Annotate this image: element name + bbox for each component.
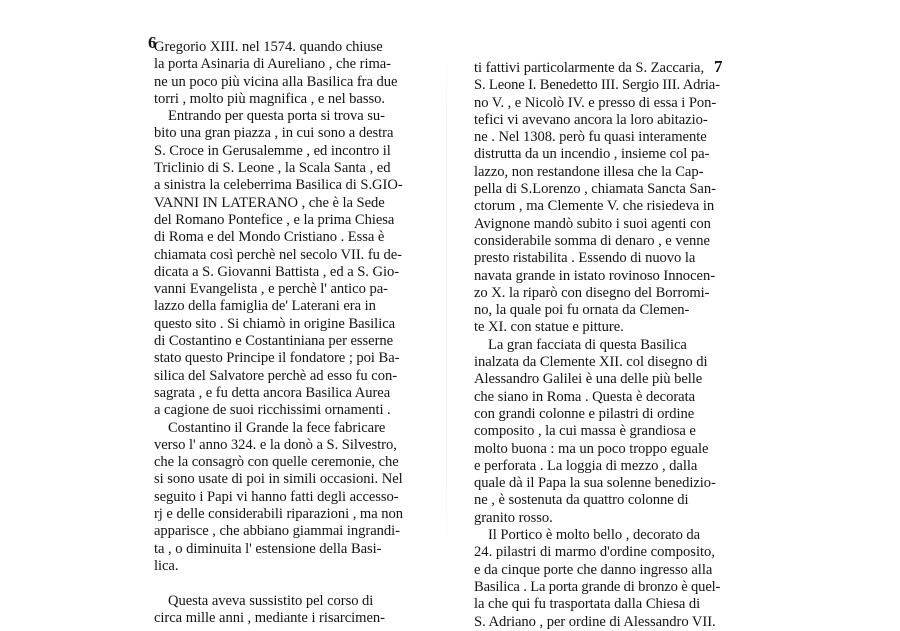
text-line: ctorum , ma Clemente V. che risiedeva in: [474, 198, 715, 215]
text-line: Basilica . La porta grande di bronzo è quel-: [474, 578, 721, 595]
text-line: considerabile somma di denaro , e venne: [474, 232, 710, 249]
book-gutter: [446, 30, 447, 570]
text-line: no V. , e Nicolò IV. e presso di essa i Pon-: [474, 94, 717, 111]
text-line: stato questo Principe il fondatore ; poi Ba-: [154, 350, 400, 367]
text-line: vanni Evangelista , e perchè l' antico pa-: [154, 281, 388, 298]
text-line: molto buona : ma un poco troppo eguale: [474, 440, 709, 457]
text-line: S. Croce in Gerusalemme , ed incontro il: [154, 142, 391, 159]
text-line: di Costantino e Costantiniana per esserne: [154, 333, 394, 350]
text-line: apparisce , che abbiano giammai ingrandi-: [154, 523, 400, 540]
text-line: silica del Salvatore perchè ad esso fu con-: [154, 367, 398, 384]
text-line: granito rosso.: [474, 509, 553, 526]
text-line: sagrata , e fu detta ancora Basilica Aurea: [154, 384, 391, 401]
text-line: distrutta da un incendio , insieme col pa-: [474, 146, 710, 163]
text-line: che la consagrò con quelle ceremonie, che: [154, 454, 399, 471]
text-line: ta , o diminuita l' estensione della Basi-: [154, 540, 382, 557]
text-line: La gran facciata di questa Basilica: [488, 336, 687, 353]
text-line: composito , la cui massa è grandiosa e: [474, 423, 696, 440]
text-line: pella di S.Lorenzo , chiamata Sancta San-: [474, 181, 716, 198]
text-line: Alessandro Galilei è una delle più belle: [474, 371, 703, 388]
text-line: lazzo della famiglia de' Laterani era in: [154, 298, 376, 315]
text-line: quale dà il Papa la sua solenne benedizio-: [474, 475, 716, 492]
text-line: questo sito . Si chiamò in origine Basilica: [154, 315, 396, 332]
text-line: e perforata . La loggia di mezzo , dalla: [474, 457, 698, 474]
text-line: VANNI IN LATERANO , che è la Sede: [154, 194, 385, 211]
text-line: seguito i Papi vi hanno fatti degli accesso-: [154, 488, 399, 505]
text-line: ne , è sostenuta da quattro colonne di: [474, 492, 689, 509]
right-page: [462, 0, 774, 630]
text-line: te XI. con statue e pitture.: [474, 319, 624, 336]
right-page-number: 7: [714, 57, 723, 76]
text-line: ne un poco più vicina alla Basilica fra due: [154, 73, 398, 90]
text-line: S. Adriano , per ordine di Alessandro VII.: [474, 613, 716, 630]
text-line: circa mille anni , mediante i risarcimen-: [154, 609, 385, 626]
text-line: chiamata così perchè nel secolo VII. fu de-: [154, 246, 402, 263]
text-line: inalzata da Clemente XII. col disegno di: [474, 354, 708, 371]
text-line: lica.: [154, 557, 179, 574]
text-line: Avignone mandò subito i suoi agenti con: [474, 215, 711, 232]
text-line: Costantino il Grande la fece fabricare: [168, 419, 386, 436]
text-line: no, la quale poi fu ornata da Clemen-: [474, 302, 690, 319]
text-line: 24. pilastri di marmo d'ordine composito,: [474, 544, 715, 561]
text-line: presto ristabilita . Essendo di nuovo la: [474, 250, 696, 267]
text-line: a cagione de suoi ricchissimi ornamenti .: [154, 402, 391, 419]
text-line: zo X. la riparò con disegno del Borromi-: [474, 284, 710, 301]
text-line: si sono usate di poi in simili occasioni. Nel: [154, 471, 403, 488]
text-line: Gregorio XIII. nel 1574. quando chiuse: [154, 39, 383, 55]
text-line: Triclinio di S. Leone , la Scala Santa , ed: [154, 160, 391, 177]
text-line: la porta Asinaria di Aureliano , che rima-: [154, 56, 391, 73]
text-line: S. Leone I. Benedetto III. Sergio III. Adria-: [474, 77, 720, 94]
text-line: di Roma e del Mondo Cristiano . Essa è: [154, 229, 385, 246]
text-line: Questa aveva sussistito pel corso di: [168, 592, 374, 609]
text-line: rj e delle considerabili riparazioni , ma non: [154, 506, 403, 523]
text-line: bito una gran piazza , in cui sono a destra: [154, 125, 394, 142]
text-line: dicata a S. Giovanni Battista , ed a S. Gio-: [154, 263, 400, 280]
text-line: la che qui fu trasportata dalla Chiesa di: [474, 596, 701, 613]
right-page-text: [474, 60, 721, 631]
left-page-text: [154, 39, 416, 627]
text-line: del Romano Pontefice , e la prima Chiesa: [154, 211, 395, 228]
text-line: e da cinque porte che danno ingresso alla: [474, 561, 713, 578]
left-page-number: 6: [148, 33, 157, 52]
text-line: Entrando per questa porta si trova su-: [168, 108, 385, 125]
text-line: a sinistra la celeberrima Basilica di S.GIO-: [154, 177, 403, 194]
text-line: con grandi colonne e pilastri di ordine: [474, 405, 695, 422]
text-line: torri , molto più magnifica , e nel basso.: [154, 90, 385, 107]
text-line: che siano in Roma . Questa è decorata: [474, 388, 696, 405]
left-page: [128, 0, 428, 626]
text-line: tefici vi avevano ancora la loro abitazio-: [474, 111, 708, 128]
text-line: verso l' anno 324. e la donò a S. Silvestro,: [154, 436, 397, 453]
text-line: navata grande in istato rovinoso Innocen-: [474, 267, 716, 284]
text-line: lazzo, non restandone illesa che la Cap-: [474, 163, 704, 180]
text-line: ti fattivi particolarmente da S. Zaccaria,: [474, 60, 705, 76]
text-line: Il Portico è molto bello , decorato da: [488, 527, 701, 544]
text-line: ne . Nel 1308. però fu quasi interamente: [474, 129, 707, 146]
